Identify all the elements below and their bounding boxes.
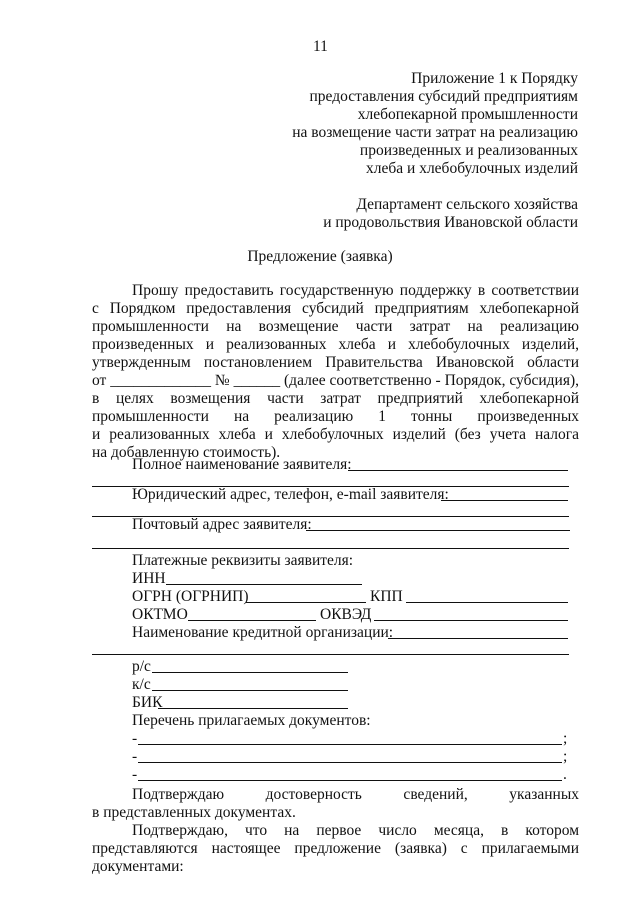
documents-list-label: Перечень прилагаемых документов: <box>132 712 371 729</box>
inn-label: ИНН <box>132 570 166 587</box>
postal-address-label: Почтовый адрес заявителя: <box>132 516 312 533</box>
bank-name-field[interactable] <box>388 638 568 639</box>
confirm-line: Подтверждаю достоверность сведений, указанных <box>132 786 579 803</box>
appendix-line: произведенных и реализованных <box>359 142 578 159</box>
list-period: . <box>563 766 567 783</box>
list-semicolon: ; <box>563 748 568 765</box>
bik-label: БИК <box>132 694 163 711</box>
list-dash: - <box>132 730 138 747</box>
recipient-line: и продовольствия Ивановской области <box>323 214 578 231</box>
oktmo-field[interactable] <box>188 620 316 621</box>
legal-address-label: Юридический адрес, телефон, e-mail заявителя: <box>132 486 449 503</box>
document-item-field[interactable] <box>138 744 562 745</box>
rs-label: р/с <box>132 658 151 675</box>
kpp-field[interactable] <box>406 602 568 603</box>
ogrn-field[interactable] <box>246 602 366 603</box>
appendix-line: Приложение 1 к Порядку <box>411 70 578 87</box>
list-dash: - <box>132 766 138 783</box>
full-name-label: Полное наименование заявителя: <box>132 456 352 473</box>
document-item-field[interactable] <box>138 762 562 763</box>
paragraph-line: утвержденным постановлением Правительства Ивановской области <box>92 354 579 371</box>
paragraph-line: промышленности на реализацию 1 тонны произведенных <box>92 408 579 425</box>
legal-address-field[interactable] <box>441 500 568 501</box>
ks-label: к/с <box>132 676 151 693</box>
ogrn-label: ОГРН (ОГРНИП) <box>132 588 249 605</box>
appendix-line: на возмещение части затрат на реализацию <box>292 124 578 141</box>
okved-label: ОКВЭД <box>320 606 372 623</box>
paragraph-line: и реализованных хлеба и хлебобулочных изделий (без учета налога <box>92 426 579 443</box>
confirm-line: в представленных документах. <box>92 804 296 821</box>
confirm-line: документами: <box>92 858 184 875</box>
okved-field[interactable] <box>374 620 568 621</box>
kpp-label: КПП <box>370 588 403 605</box>
confirm-line: Подтверждаю, что на первое число месяца, в котором <box>132 822 579 839</box>
oktmo-label: ОКТМО <box>132 606 188 623</box>
payment-details-label: Платежные реквизиты заявителя: <box>132 552 354 569</box>
bank-name-label: Наименование кредитной организации: <box>132 624 394 641</box>
postal-address-field[interactable] <box>306 530 570 531</box>
paragraph-line: произведенных и реализованных хлеба и хлебобулочных изделий, <box>92 336 579 353</box>
ks-field[interactable] <box>152 690 348 691</box>
postal-address-field-continued[interactable] <box>92 548 569 549</box>
bank-name-field-continued[interactable] <box>92 654 569 655</box>
paragraph-line: на добавленную стоимость). <box>92 444 281 461</box>
appendix-line: предоставления субсидий предприятиям <box>309 88 578 105</box>
page-number: 11 <box>313 38 328 55</box>
paragraph-line: Прошу предоставить государственную поддержку в соответствии <box>132 282 579 299</box>
recipient-line: Департамент сельского хозяйства <box>356 196 578 213</box>
paragraph-line: с Порядком предоставления субсидий предприятиям хлебопекарной <box>92 300 579 317</box>
paragraph-line: в целях возмещения части затрат предприятий хлебопекарной <box>92 390 579 407</box>
confirm-line: представляются настоящее предложение (заявка) с прилагаемыми <box>92 840 579 857</box>
list-semicolon: ; <box>563 730 568 747</box>
list-dash: - <box>132 748 138 765</box>
appendix-line: хлебопекарной промышленности <box>357 106 578 123</box>
document-item-field[interactable] <box>138 780 562 781</box>
paragraph-line: промышленности на возмещение части затрат на реализацию <box>92 318 579 335</box>
paragraph-line: от _____________ № ______ (далее соответственно - Порядок, субсидия), <box>92 372 579 389</box>
full-name-field[interactable] <box>348 470 568 471</box>
appendix-line: хлеба и хлебобулочных изделий <box>366 160 578 177</box>
rs-field[interactable] <box>152 672 348 673</box>
inn-field[interactable] <box>166 584 362 585</box>
document-title: Предложение (заявка) <box>247 248 393 265</box>
bik-field[interactable] <box>158 708 348 709</box>
